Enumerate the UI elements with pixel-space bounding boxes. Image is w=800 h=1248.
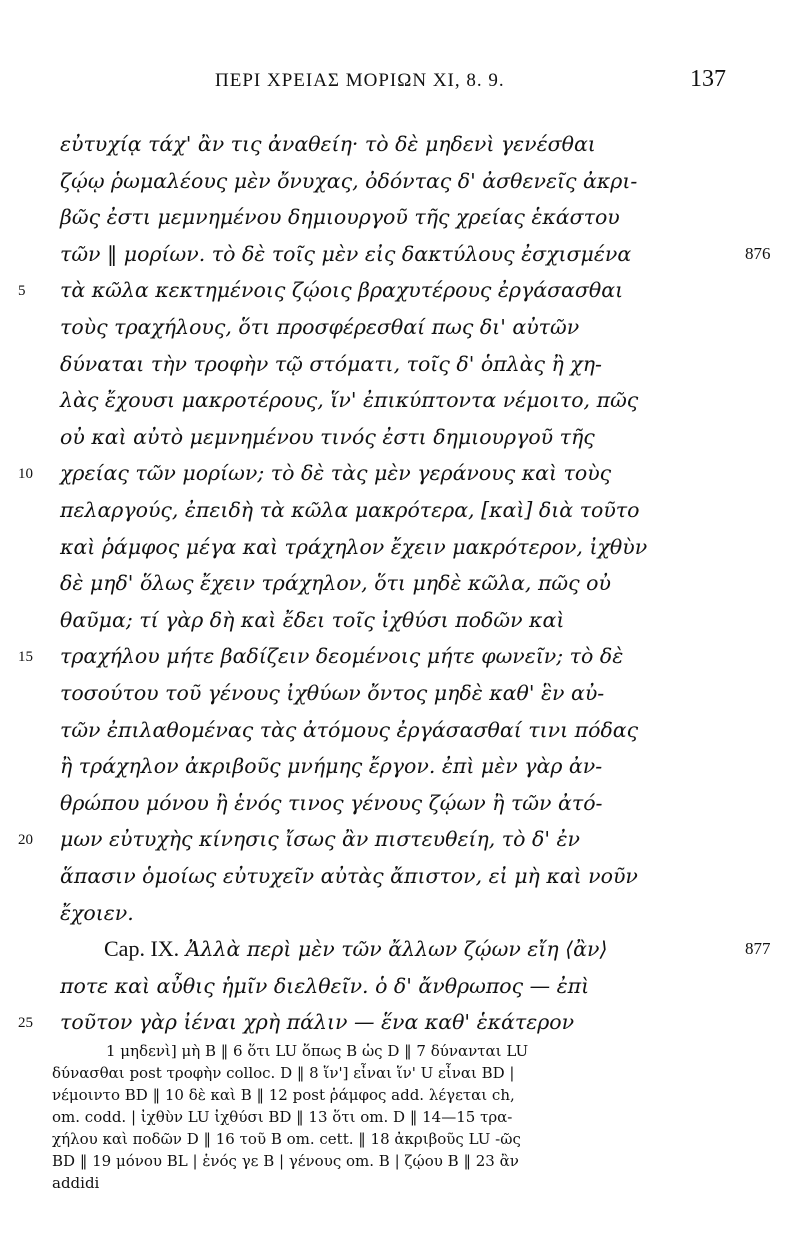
line-text: ποτε καὶ αὖθις ἡμῖν διελθεῖν. ὁ δ' ἄνθρωπος — ἐπὶ: [60, 974, 590, 998]
line-number: 5: [18, 283, 26, 299]
apparatus-line: addidi: [52, 1174, 100, 1192]
line-text: δύναται τὴν τροφὴν τῷ στόματι, τοῖς δ' ὁπλὰς ἢ χη-: [60, 352, 602, 376]
line-text: ἅπασιν ὁμοίως εὐτυχεῖν αὐτὰς ἄπιστον, εἰ μὴ καὶ νοῦν: [60, 864, 638, 888]
line-text: τοῦτον γὰρ ἰέναι χρὴ πάλιν — ἕνα καθ' ἑκάτερον: [60, 1010, 575, 1034]
header-title: ΠΕΡΙ ΧΡΕΙΑΣ ΜΟΡΙΩΝ XI, 8. 9.: [215, 70, 505, 91]
line-text: θρώπου μόνου ἢ ἑνός τινος γένους ζῴων ἢ τῶν ἀτό-: [60, 791, 603, 815]
page-number: 137: [690, 66, 726, 92]
line-text: καὶ ῥάμφος μέγα καὶ τράχηλον ἔχειν μακρότερον, ἰχθὺν: [60, 535, 648, 559]
apparatus-line: 1 μηδενὶ] μὴ B ‖ 6 ὅτι LU ὅπως B ὡς D ‖ 7 δύνανται LU: [106, 1042, 529, 1060]
line-number: 10: [18, 466, 33, 482]
line-text: εὐτυχίᾳ τάχ' ἂν τις ἀναθείη· τὸ δὲ μηδενὶ γενέσθαι: [60, 132, 596, 156]
line-text: λὰς ἔχουσι μακροτέρους, ἵν' ἐπικύπτοντα νέμοιτο, πῶς: [60, 388, 639, 412]
line-number: 25: [18, 1015, 33, 1031]
line-text: βῶς ἐστι μεμνημένου δημιουργοῦ τῆς χρείας ἑκάστου: [60, 205, 620, 229]
line-text: ἔχοιεν.: [60, 901, 134, 925]
line-text: τῶν ἐπιλαθομένας τὰς ἀτόμους ἐργάσασθαί τινι πόδας: [60, 718, 639, 742]
line-text: τοὺς τραχήλους, ὅτι προσφέρεσθαί πως δι' αὐτῶν: [60, 315, 580, 339]
apparatus-line: δύνασθαι post τροφὴν colloc. D ‖ 8 ἵν'] εἶναι ἵν' U εἶναι BD |: [52, 1064, 515, 1082]
apparatus-line: χήλου καὶ ποδῶν D ‖ 16 τοῦ B om. cett. ‖ 18 ἀκριβοῦς LU -ῶς: [52, 1130, 521, 1148]
line-text: τοσούτου τοῦ γένους ἰχθύων ὄντος μηδὲ καθ' ἓν αὐ-: [60, 681, 605, 705]
chapter-label: Cap. IX.: [104, 936, 180, 961]
line-text: οὐ καὶ αὐτὸ μεμνημένου τινός ἐστι δημιουργοῦ τῆς: [60, 425, 595, 449]
line-text: μων εὐτυχὴς κίνησις ἴσως ἂν πιστευθείη, τὸ δ' ἐν: [60, 827, 580, 851]
line-number: 20: [18, 832, 33, 848]
line-text: τῶν ‖ μορίων. τὸ δὲ τοῖς μὲν εἰς δακτύλους ἐσχισμένα: [60, 242, 632, 266]
running-header: [0, 62, 800, 102]
margin-reference: 876: [745, 244, 771, 263]
line-text: θαῦμα; τί γὰρ δὴ καὶ ἔδει τοῖς ἰχθύσι ποδῶν καὶ: [60, 608, 565, 632]
line-text: ἢ τράχηλον ἀκριβοῦς μνήμης ἔργον. ἐπὶ μὲν γὰρ ἀν-: [60, 754, 603, 778]
apparatus-line: om. codd. | ἰχθὺν LU ἰχθύσι BD ‖ 13 ὅτι om. D ‖ 14—15 τρα-: [52, 1108, 513, 1126]
line-text: δὲ μηδ' ὅλως ἔχειν τράχηλον, ὅτι μηδὲ κῶλα, πῶς οὐ: [60, 571, 611, 595]
line-text: χρείας τῶν μορίων; τὸ δὲ τὰς μὲν γεράνους καὶ τοὺς: [60, 461, 612, 485]
text-line: [60, 1000, 740, 1044]
line-text: πελαργούς, ἐπειδὴ τὰ κῶλα μακρότερα, [καὶ] διὰ τοῦτο: [60, 498, 640, 522]
line-number: 15: [18, 649, 33, 665]
line-text: Ἀλλὰ περὶ μὲν τῶν ἄλλων ζῴων εἴη ⟨ἂν⟩: [185, 937, 608, 961]
line-text: τραχήλου μήτε βαδίζειν δεομένοις μήτε φωνεῖν; τὸ δὲ: [60, 644, 624, 668]
margin-reference: 877: [745, 939, 771, 958]
line-text: τὰ κῶλα κεκτημένοις ζῴοις βραχυτέρους ἐργάσασθαι: [60, 278, 624, 302]
line-text: ζῴῳ ῥωμαλέους μὲν ὄνυχας, ὀδόντας δ' ἀσθενεῖς ἀκρι-: [60, 169, 638, 193]
apparatus-line: BD ‖ 19 μόνου BL | ἑνός γε B | γένους om. B | ζῴου B ‖ 23 ἂν: [52, 1152, 519, 1170]
apparatus-line: νέμοιντο BD ‖ 10 δὲ καὶ B ‖ 12 post ῥάμφος add. λέγεται ch,: [52, 1086, 515, 1104]
